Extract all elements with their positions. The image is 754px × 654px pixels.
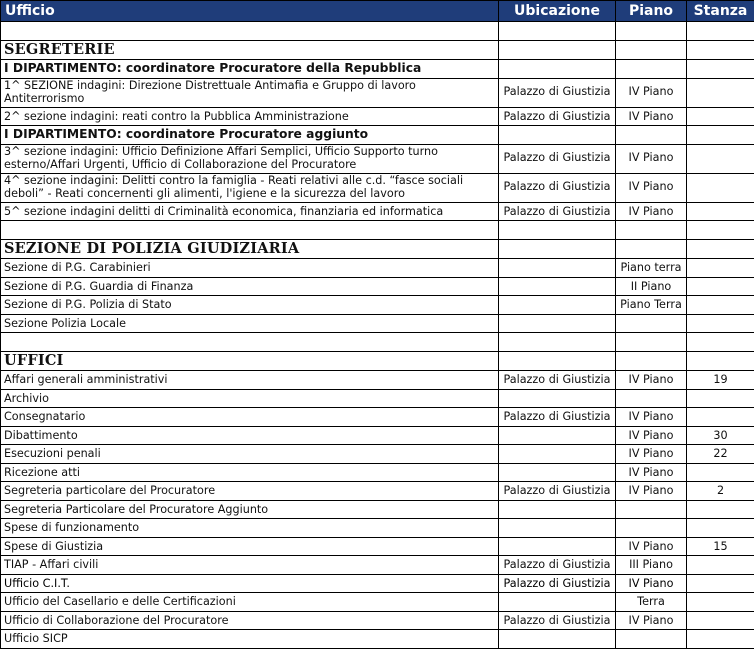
cell-ufficio: Ufficio C.I.T. — [1, 574, 499, 593]
cell-piano — [616, 519, 687, 538]
cell-ubicazione — [499, 445, 616, 464]
table-row — [1, 144, 754, 173]
table-row — [1, 445, 754, 464]
table-row — [1, 202, 754, 221]
cell-ubicazione: Palazzo di Giustizia — [499, 202, 616, 221]
cell-ubicazione — [499, 630, 616, 649]
cell-piano: III Piano — [616, 556, 687, 575]
cell-ufficio: Affari generali amministrativi — [1, 371, 499, 390]
cell-ubicazione: Palazzo di Giustizia — [499, 556, 616, 575]
cell-piano — [616, 314, 687, 333]
cell-stanza: 15 — [687, 537, 754, 556]
blank-row — [1, 22, 754, 41]
cell-ubicazione — [499, 259, 616, 278]
cell-ubicazione — [499, 389, 616, 408]
cell-ubicazione: Palazzo di Giustizia — [499, 611, 616, 630]
department-title: I DIPARTIMENTO: coordinatore Procuratore aggiunto — [1, 126, 499, 145]
cell-piano: Terra — [616, 593, 687, 612]
cell-ubicazione — [499, 593, 616, 612]
cell-ufficio: Dibattimento — [1, 426, 499, 445]
table-row — [1, 296, 754, 315]
cell-ufficio: Segreteria Particolare del Procuratore Aggiunto — [1, 500, 499, 519]
blank-row — [1, 221, 754, 240]
table-row — [1, 463, 754, 482]
cell-ufficio: Sezione di P.G. Polizia di Stato — [1, 296, 499, 315]
cell-stanza: 2 — [687, 482, 754, 501]
cell-piano: IV Piano — [616, 426, 687, 445]
cell-ubicazione: Palazzo di Giustizia — [499, 574, 616, 593]
cell-ubicazione: Palazzo di Giustizia — [499, 408, 616, 427]
cell-piano: IV Piano — [616, 371, 687, 390]
table-row — [1, 593, 754, 612]
table-row — [1, 630, 754, 649]
cell-piano: IV Piano — [616, 202, 687, 221]
cell-ubicazione: Palazzo di Giustizia — [499, 107, 616, 126]
cell-ufficio: Consegnatario — [1, 408, 499, 427]
cell-ubicazione: Palazzo di Giustizia — [499, 482, 616, 501]
cell-ufficio: Ufficio SICP — [1, 630, 499, 649]
cell-ufficio: 4^ sezione indagini: Delitti contro la famiglia - Reati relativi alle c.d. “fasce sociali deboli” - Reati concernenti gli alimenti, l'igiene e la sicurezza del lavoro — [1, 173, 499, 202]
table-row — [1, 537, 754, 556]
cell-ufficio: Spese di funzionamento — [1, 519, 499, 538]
cell-stanza — [687, 389, 754, 408]
cell-stanza: 30 — [687, 426, 754, 445]
cell-ufficio: Esecuzioni penali — [1, 445, 499, 464]
cell-stanza: 22 — [687, 445, 754, 464]
cell-ubicazione — [499, 426, 616, 445]
cell-piano: IV Piano — [616, 537, 687, 556]
table-row — [1, 259, 754, 278]
col-header-ubicazione: Ubicazione — [499, 1, 616, 22]
cell-piano: IV Piano — [616, 107, 687, 126]
table-row — [1, 611, 754, 630]
cell-stanza — [687, 574, 754, 593]
cell-piano: Piano terra — [616, 259, 687, 278]
cell-ubicazione — [499, 537, 616, 556]
cell-piano: IV Piano — [616, 144, 687, 173]
cell-stanza — [687, 202, 754, 221]
table-row — [1, 426, 754, 445]
cell-stanza — [687, 78, 754, 107]
cell-ubicazione: Palazzo di Giustizia — [499, 173, 616, 202]
table-row — [1, 574, 754, 593]
cell-stanza — [687, 630, 754, 649]
department-title: I DIPARTIMENTO: coordinatore Procuratore della Repubblica — [1, 60, 499, 79]
cell-stanza — [687, 556, 754, 575]
section-row-uffici — [1, 351, 754, 371]
cell-stanza — [687, 519, 754, 538]
cell-piano: II Piano — [616, 277, 687, 296]
department-row — [1, 60, 754, 79]
cell-piano: IV Piano — [616, 408, 687, 427]
cell-ufficio: Ufficio del Casellario e delle Certificazioni — [1, 593, 499, 612]
cell-piano — [616, 630, 687, 649]
table-row — [1, 500, 754, 519]
cell-ubicazione — [499, 519, 616, 538]
cell-ufficio: Spese di Giustizia — [1, 537, 499, 556]
cell-ubicazione — [499, 296, 616, 315]
section-title: UFFICI — [1, 351, 499, 371]
cell-ufficio: Sezione Polizia Locale — [1, 314, 499, 333]
cell-ubicazione: Palazzo di Giustizia — [499, 371, 616, 390]
table-row — [1, 314, 754, 333]
cell-stanza — [687, 463, 754, 482]
cell-ufficio: Segreteria particolare del Procuratore — [1, 482, 499, 501]
cell-ufficio: Ufficio di Collaborazione del Procuratore — [1, 611, 499, 630]
cell-ufficio: 3^ sezione indagini: Ufficio Definizione Affari Semplici, Ufficio Supporto turno esterno/Affari Urgenti, Ufficio di Collaborazione del Procuratore — [1, 144, 499, 173]
cell-ufficio: 1^ SEZIONE indagini: Direzione Distrettuale Antimafia e Gruppo di lavoro Antiterrorismo — [1, 78, 499, 107]
cell-stanza — [687, 144, 754, 173]
blank-row — [1, 333, 754, 352]
cell-ufficio: Archivio — [1, 389, 499, 408]
cell-piano: IV Piano — [616, 482, 687, 501]
cell-stanza — [687, 277, 754, 296]
cell-stanza — [687, 259, 754, 278]
cell-piano: IV Piano — [616, 463, 687, 482]
cell-stanza — [687, 173, 754, 202]
table-row — [1, 389, 754, 408]
cell-ubicazione — [499, 463, 616, 482]
cell-ubicazione — [499, 314, 616, 333]
col-header-ufficio: Ufficio — [1, 1, 499, 22]
cell-ubicazione: Palazzo di Giustizia — [499, 78, 616, 107]
cell-piano: IV Piano — [616, 611, 687, 630]
table-row — [1, 482, 754, 501]
section-row-polizia — [1, 239, 754, 259]
cell-piano — [616, 389, 687, 408]
cell-ufficio: Ricezione atti — [1, 463, 499, 482]
cell-stanza — [687, 107, 754, 126]
cell-ubicazione — [499, 277, 616, 296]
cell-stanza — [687, 500, 754, 519]
cell-stanza: 19 — [687, 371, 754, 390]
cell-piano: IV Piano — [616, 78, 687, 107]
cell-stanza — [687, 314, 754, 333]
section-title: SEZIONE DI POLIZIA GIUDIZIARIA — [1, 239, 499, 259]
section-row-segreterie — [1, 40, 754, 60]
section-title: SEGRETERIE — [1, 40, 499, 60]
cell-stanza — [687, 611, 754, 630]
cell-ufficio: 5^ sezione indagini delitti di Criminalità economica, finanziaria ed informatica — [1, 202, 499, 221]
cell-ufficio: Sezione di P.G. Guardia di Finanza — [1, 277, 499, 296]
table-row — [1, 107, 754, 126]
department-row — [1, 126, 754, 145]
table-row — [1, 78, 754, 107]
cell-piano: Piano Terra — [616, 296, 687, 315]
table-row — [1, 173, 754, 202]
table-row — [1, 371, 754, 390]
cell-ubicazione — [499, 500, 616, 519]
col-header-piano: Piano — [616, 1, 687, 22]
col-header-stanza: Stanza — [687, 1, 754, 22]
header-row — [1, 1, 754, 22]
cell-stanza — [687, 296, 754, 315]
table-row — [1, 519, 754, 538]
cell-stanza — [687, 408, 754, 427]
cell-stanza — [687, 593, 754, 612]
cell-piano: IV Piano — [616, 173, 687, 202]
table-row — [1, 277, 754, 296]
cell-ubicazione: Palazzo di Giustizia — [499, 144, 616, 173]
cell-piano: IV Piano — [616, 445, 687, 464]
cell-ufficio: Sezione di P.G. Carabinieri — [1, 259, 499, 278]
cell-ufficio: 2^ sezione indagini: reati contro la Pubblica Amministrazione — [1, 107, 499, 126]
cell-piano — [616, 500, 687, 519]
cell-piano: IV Piano — [616, 574, 687, 593]
table-row — [1, 556, 754, 575]
cell-ufficio: TIAP - Affari civili — [1, 556, 499, 575]
table-row — [1, 408, 754, 427]
